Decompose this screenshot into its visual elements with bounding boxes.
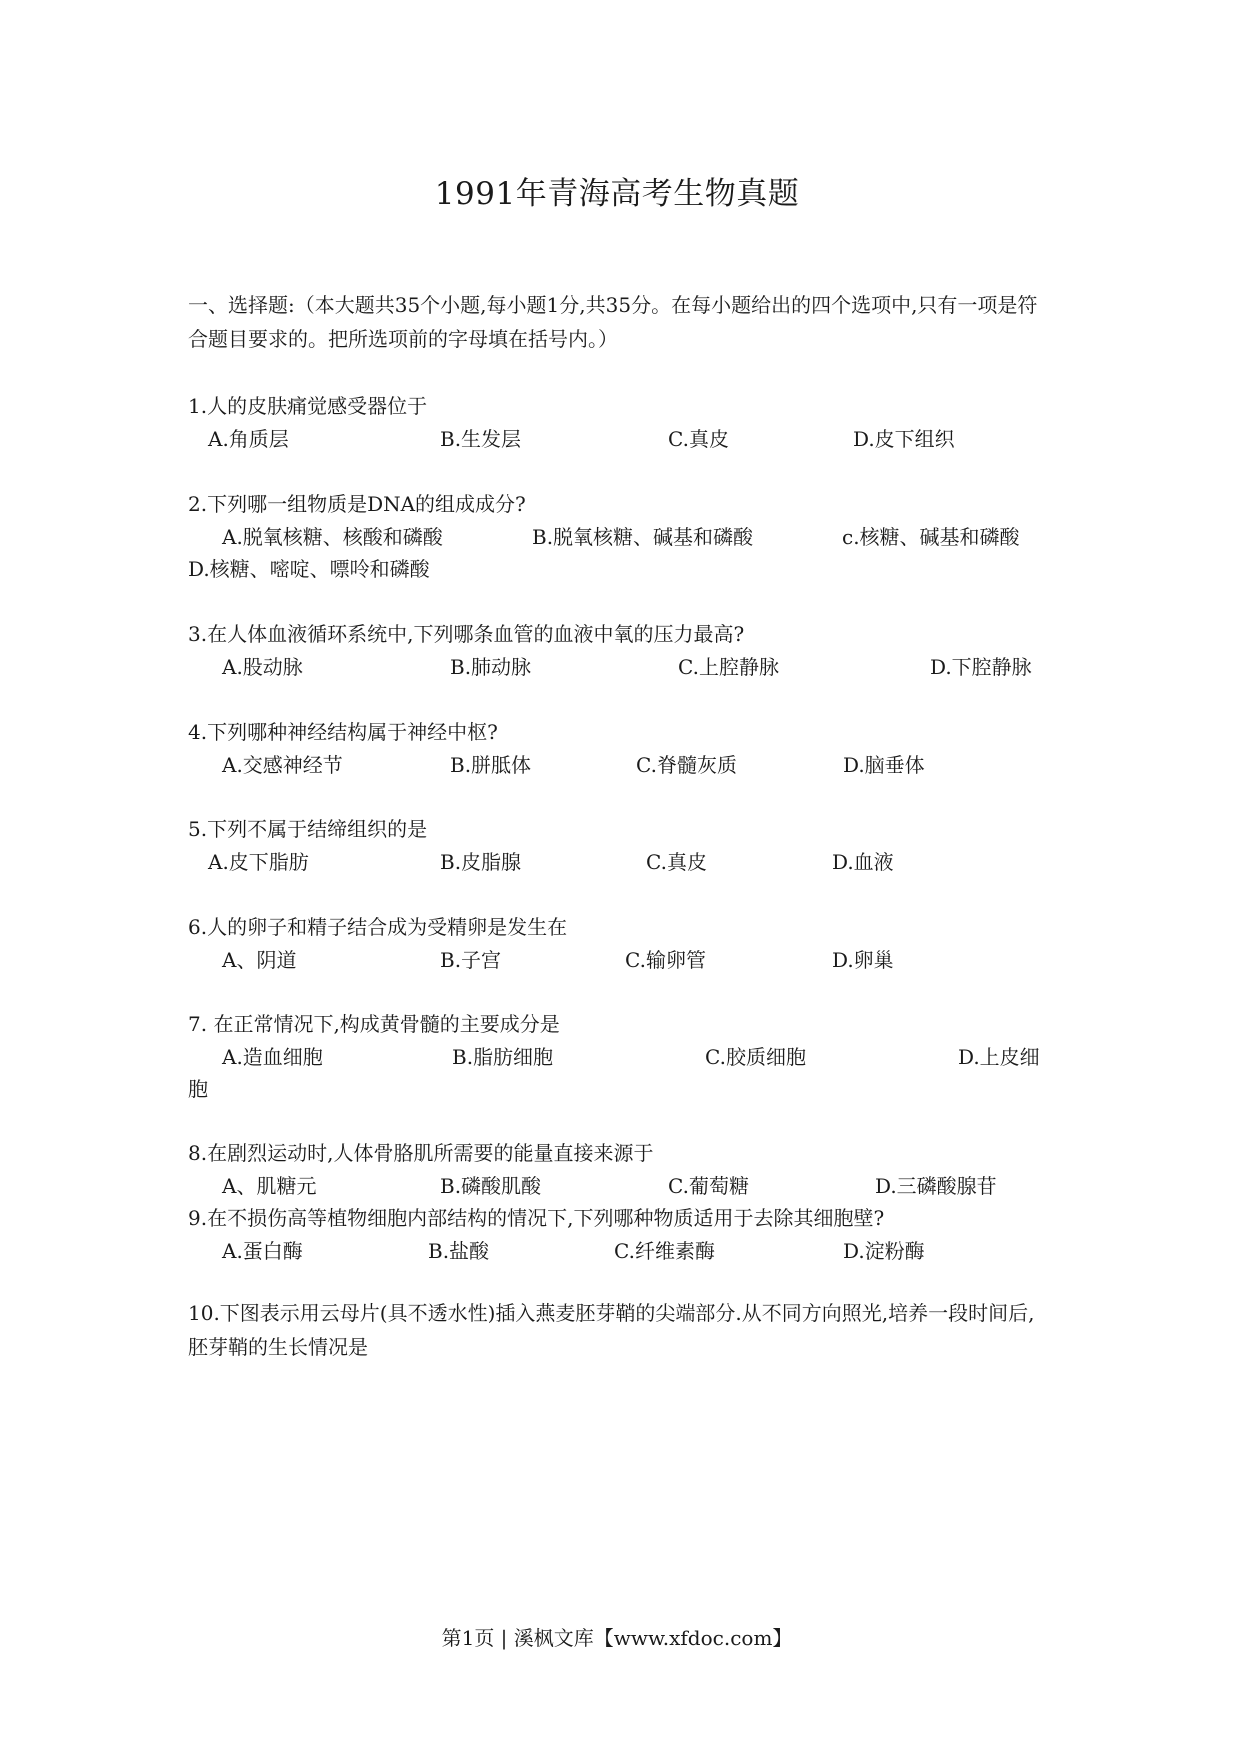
question-8-option-a: A、肌糖元 <box>222 1174 317 1198</box>
question-7-option-c: C.胶质细胞 <box>705 1045 806 1069</box>
question-3-option-c: C.上腔静脉 <box>678 655 779 679</box>
question-7-option-d-wrap: 胞 <box>188 1077 208 1101</box>
question-9-option-d: D.淀粉酶 <box>843 1239 925 1263</box>
question-7-stem: 7. 在正常情况下,构成黄骨髓的主要成分是 <box>188 1012 560 1036</box>
question-5-option-b: B.皮脂腺 <box>440 850 522 874</box>
question-5-option-d: D.血液 <box>832 850 894 874</box>
question-1-option-d: D.皮下组织 <box>853 427 955 451</box>
question-9-stem: 9.在不损伤高等植物细胞内部结构的情况下,下列哪种物质适用于去除其细胞壁? <box>188 1206 885 1230</box>
question-6-option-c: C.输卵管 <box>625 948 706 972</box>
question-7-option-a: A.造血细胞 <box>222 1045 323 1069</box>
question-1-option-b: B.生发层 <box>440 427 522 451</box>
question-2-option-a: A.脱氧核糖、核酸和磷酸 <box>222 525 443 549</box>
question-3-option-b: B.肺动脉 <box>450 655 532 679</box>
question-6-stem: 6.人的卵子和精子结合成为受精卵是发生在 <box>188 915 568 939</box>
question-4-option-b: B.胼胝体 <box>450 753 532 777</box>
question-5-option-c: C.真皮 <box>646 850 707 874</box>
question-4-option-a: A.交感神经节 <box>222 753 343 777</box>
question-3-option-a: A.股动脉 <box>222 655 303 679</box>
question-9-option-c: C.纤维素酶 <box>614 1239 715 1263</box>
question-9-option-b: B.盐酸 <box>428 1239 490 1263</box>
question-2-stem: 2.下列哪一组物质是DNA的组成成分? <box>188 492 526 516</box>
question-4-stem: 4.下列哪种神经结构属于神经中枢? <box>188 720 498 744</box>
question-2-option-d: D.核糖、嘧啶、嘌呤和磷酸 <box>188 557 430 581</box>
question-3-stem: 3.在人体血液循环系统中,下列哪条血管的血液中氧的压力最高? <box>188 622 745 646</box>
question-6-option-b: B.子宫 <box>440 948 502 972</box>
question-1-stem: 1.人的皮肤痛觉感受器位于 <box>188 394 428 418</box>
question-9-option-a: A.蛋白酶 <box>222 1239 303 1263</box>
section-intro: 一、选择题:（本大题共35个小题,每小题1分,共35分。在每小题给出的四个选项中,只有一项是符合题目要求的。把所选项前的字母填在括号内。） <box>188 293 1038 351</box>
question-7-option-d: D.上皮细 <box>958 1045 1040 1069</box>
question-8-option-c: C.葡萄糖 <box>668 1174 749 1198</box>
question-8-stem: 8.在剧烈运动时,人体骨胳肌所需要的能量直接来源于 <box>188 1141 654 1165</box>
document-title: 1991年青海高考生物真题 <box>434 176 800 212</box>
question-1-option-c: C.真皮 <box>668 427 729 451</box>
question-5-option-a: A.皮下脂肪 <box>208 850 309 874</box>
question-8-option-b: B.磷酸肌酸 <box>440 1174 542 1198</box>
question-3-option-d: D.下腔静脉 <box>930 655 1032 679</box>
question-8-option-d: D.三磷酸腺苷 <box>875 1174 997 1198</box>
question-1-option-a: A.角质层 <box>208 427 289 451</box>
question-4-option-d: D.脑垂体 <box>843 753 925 777</box>
question-2-option-c: c.核糖、碱基和磷酸 <box>842 525 1020 549</box>
question-7-option-b: B.脂肪细胞 <box>452 1045 554 1069</box>
question-10-stem: 10.下图表示用云母片(具不透水性)插入燕麦胚芽鞘的尖端部分.从不同方向照光,培养一段时间后,胚芽鞘的生长情况是 <box>188 1301 1035 1359</box>
page-footer: 第1页 | 溪枫文库【www.xfdoc.com】 <box>441 1626 793 1650</box>
question-6-option-a: A、阴道 <box>222 948 297 972</box>
question-4-option-c: C.脊髓灰质 <box>636 753 737 777</box>
question-6-option-d: D.卵巢 <box>832 948 894 972</box>
question-2-option-b: B.脱氧核糖、碱基和磷酸 <box>532 525 754 549</box>
question-5-stem: 5.下列不属于结缔组织的是 <box>188 817 428 841</box>
